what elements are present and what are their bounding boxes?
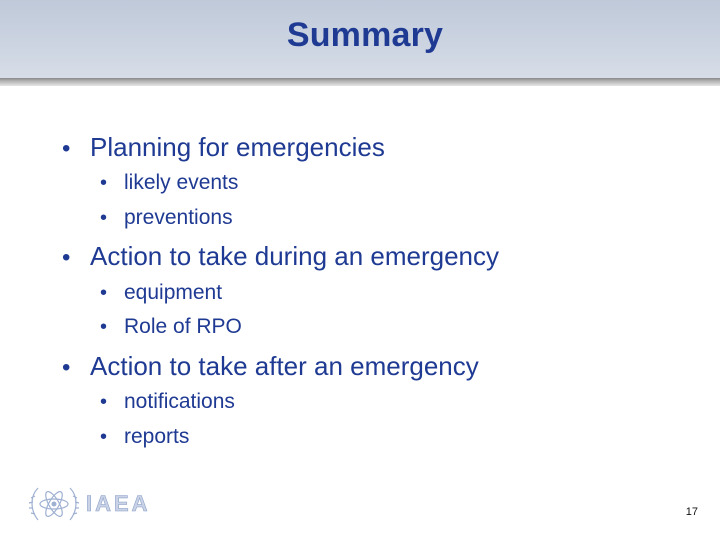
bullet-dot-icon: •	[100, 207, 108, 229]
bullet-item	[62, 241, 499, 272]
bullet-dot-icon: •	[100, 172, 108, 194]
sub-bullet-item	[100, 425, 189, 449]
iaea-emblem-icon	[28, 480, 80, 528]
sub-bullet-text: reports	[124, 425, 190, 448]
logo-text: IAEA	[86, 491, 151, 516]
sub-bullet-text: equipment	[124, 281, 223, 304]
title-divider	[0, 78, 720, 86]
bullet-dot-icon: •	[100, 282, 108, 304]
slide-title: Summary	[286, 16, 444, 54]
bullet-dot-icon: •	[62, 244, 71, 271]
bullet-dot-icon: •	[100, 426, 108, 448]
bullet-dot-icon: •	[100, 316, 108, 338]
sub-bullet-item	[100, 171, 238, 195]
iaea-logo	[28, 480, 151, 528]
sub-bullet-item	[100, 206, 233, 230]
bullet-dot-icon: •	[62, 135, 71, 162]
sub-bullet-item	[100, 315, 242, 339]
bullet-text: Action to take during an emergency	[90, 241, 500, 271]
sub-bullet-text: notifications	[124, 390, 235, 413]
bullet-dot-icon: •	[100, 391, 108, 413]
sub-bullet-item	[100, 390, 235, 414]
bullet-dot-icon: •	[62, 354, 71, 381]
sub-bullet-text: likely events	[124, 171, 239, 194]
bullet-item	[62, 132, 385, 163]
bullet-item	[62, 351, 479, 382]
page-number: 17	[685, 506, 698, 518]
sub-bullet-text: Role of RPO	[124, 315, 242, 338]
sub-bullet-text: preventions	[124, 206, 233, 229]
bullet-text: Action to take after an emergency	[90, 351, 479, 381]
sub-bullet-item	[100, 281, 222, 305]
bullet-text: Planning for emergencies	[90, 132, 385, 162]
